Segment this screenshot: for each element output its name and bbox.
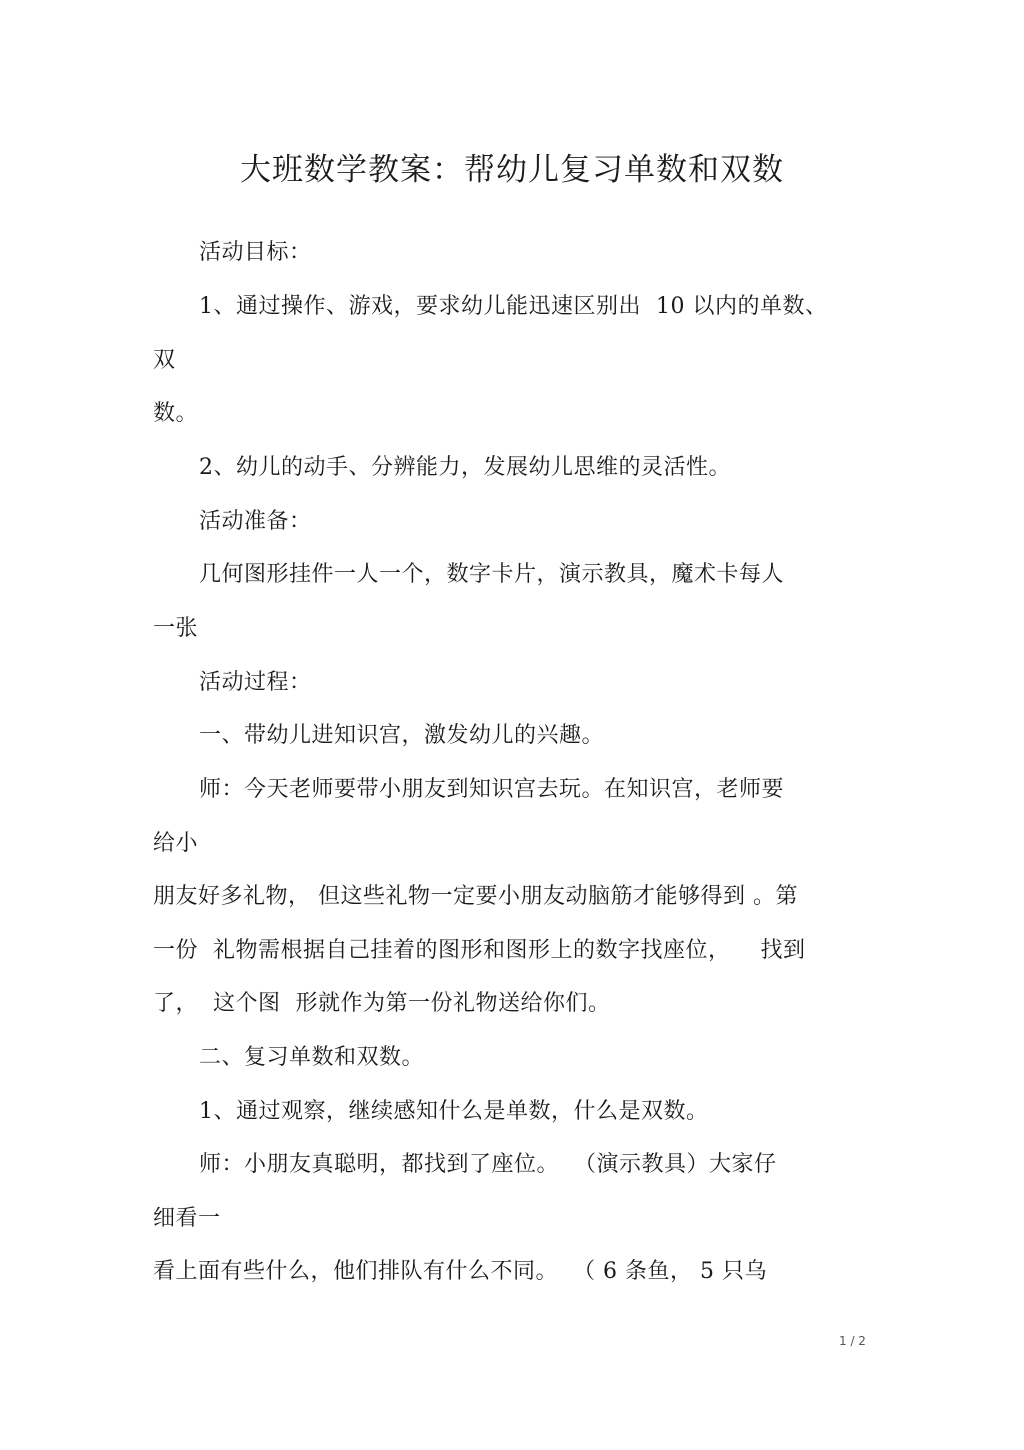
section-heading: 一、带幼儿进知识宫，激发幼儿的兴趣。 [199,723,605,748]
paragraph-line: 双 [153,348,176,373]
paragraph-line: 看上面有些什么，他们排队有什么不同。 （ 6 条鱼， 5 只乌 [153,1259,767,1284]
heading-activity-goals: 活动目标： [199,240,312,265]
paragraph-line: 朋友好多礼物， 但这些礼物一定要小朋友动脑筋才能够得到 。第 [153,884,798,909]
paragraph-line: 1、通过操作、游戏，要求幼儿能迅速区别出 10 以内的单数、 [199,294,828,319]
paragraph-line: 师：今天老师要带小朋友到知识宫去玩。在知识宫，老师要 [199,777,785,802]
page-number: 1 / 2 [839,1334,866,1348]
paragraph-line: 给小 [153,831,199,856]
paragraph-line: 数。 [153,401,199,426]
paragraph-line: 一张 [153,616,199,641]
paragraph-line: 细看一 [153,1206,221,1231]
paragraph-line: 一份 礼物需根据自己挂着的图形和图形上的数字找座位， 找到 [153,938,806,963]
heading-activity-preparation: 活动准备： [199,509,312,534]
paragraph-line: 了， 这个图 形就作为第一份礼物送给你们。 [153,991,611,1016]
paragraph-line: 几何图形挂件一人一个，数字卡片，演示教具，魔术卡每人 [199,562,785,587]
paragraph-line: 2、幼儿的动手、分辨能力，发展幼儿思维的灵活性。 [199,455,731,480]
paragraph-line: 师：小朋友真聪明，都找到了座位。 （演示教具）大家仔 [199,1152,777,1177]
heading-activity-process: 活动过程： [199,670,312,695]
paragraph-line: 1、通过观察，继续感知什么是单数，什么是双数。 [199,1099,709,1124]
document-title: 大班数学教案：帮幼儿复习单数和双数 [240,152,784,188]
section-heading: 二、复习单数和双数。 [199,1045,425,1070]
